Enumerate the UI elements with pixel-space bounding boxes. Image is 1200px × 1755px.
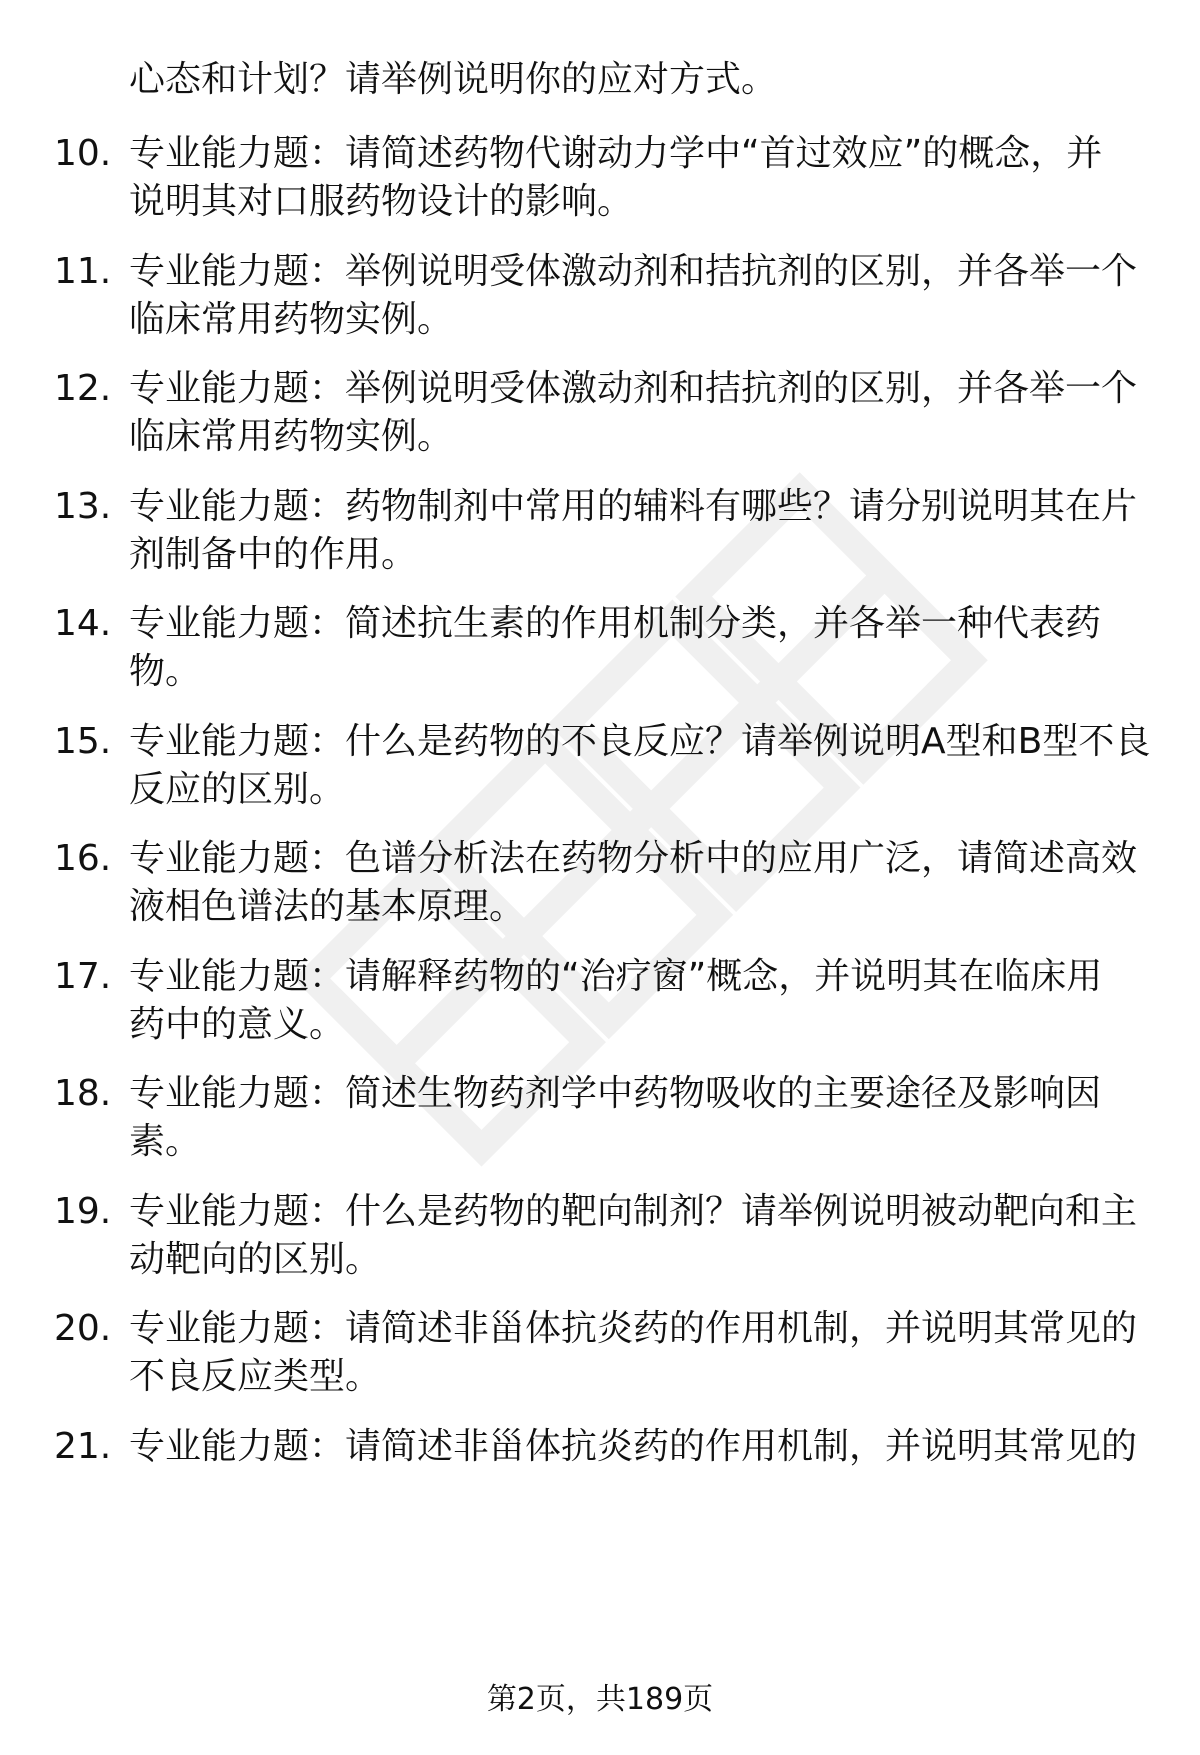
question-number: 11. (54, 251, 112, 292)
question-text-line: 液相色谱法的基本原理。 (129, 886, 526, 927)
question-text-line: 专业能力题：什么是药物的不良反应？请举例说明A型和B型不良 (129, 721, 1151, 762)
question-text (129, 953, 1169, 1049)
question-text-line: 说明其对口服药物设计的影响。 (129, 181, 634, 222)
question-number: 17. (54, 956, 112, 997)
question-number: 19. (54, 1191, 112, 1232)
question-text-line: 剂制备中的作用。 (129, 534, 418, 575)
question-text (129, 365, 1169, 461)
question-text (129, 600, 1169, 696)
question-text-line: 专业能力题：简述抗生素的作用机制分类，并各举一种代表药 (129, 603, 1102, 644)
question-text (129, 718, 1169, 814)
question-text-line: 专业能力题：请简述非甾体抗炎药的作用机制，并说明其常见的 (129, 1426, 1138, 1467)
question-text (129, 835, 1169, 931)
question-number: 16. (54, 838, 112, 879)
question-number: 12. (54, 368, 112, 409)
question-text-line: 不良反应类型。 (129, 1356, 382, 1397)
question-number: 10. (54, 133, 112, 174)
question-text-line: 反应的区别。 (129, 769, 346, 810)
page-footer: 第2页，共189页 (486, 1682, 714, 1717)
question-text-line: 专业能力题：举例说明受体激动剂和拮抗剂的区别，并各举一个 (129, 368, 1138, 409)
question-number: 14. (54, 603, 112, 644)
question-text-line: 专业能力题：请简述非甾体抗炎药的作用机制，并说明其常见的 (129, 1308, 1138, 1349)
question-text-line: 专业能力题：什么是药物的靶向制剂？请举例说明被动靶向和主 (129, 1191, 1138, 1232)
question-text (129, 1070, 1169, 1166)
question-text-line: 动靶向的区别。 (129, 1239, 382, 1280)
question-text-line: 临床常用药物实例。 (129, 299, 454, 340)
question-number: 15. (54, 721, 112, 762)
question-text-line: 临床常用药物实例。 (129, 416, 454, 457)
question-text-line: 物。 (129, 651, 202, 692)
question-text (129, 1305, 1169, 1401)
question-number: 13. (54, 486, 112, 527)
question-number: 21. (54, 1426, 112, 1467)
question-text-line: 素。 (129, 1121, 202, 1162)
question-number: 18. (54, 1073, 112, 1114)
question-text-line: 专业能力题：药物制剂中常用的辅料有哪些？请分别说明其在片 (129, 486, 1138, 527)
question-number: 20. (54, 1308, 112, 1349)
question-text (129, 130, 1169, 226)
question-text-line: 专业能力题：简述生物药剂学中药物吸收的主要途径及影响因 (129, 1073, 1102, 1114)
question-text (129, 248, 1169, 344)
question-text-line: 专业能力题：请解释药物的“治疗窗”概念，并说明其在临床用 (129, 956, 1103, 997)
question-text-line: 专业能力题：请简述药物代谢动力学中“首过效应”的概念，并 (129, 133, 1103, 174)
question-text (129, 1188, 1169, 1284)
continued-question-text: 心态和计划？请举例说明你的应对方式。 (129, 59, 778, 100)
question-text-line: 药中的意义。 (129, 1004, 346, 1045)
question-text (129, 483, 1169, 579)
question-text (129, 1423, 1169, 1471)
question-text-line: 专业能力题：色谱分析法在药物分析中的应用广泛，请简述高效 (129, 838, 1138, 879)
question-text-line: 专业能力题：举例说明受体激动剂和拮抗剂的区别，并各举一个 (129, 251, 1138, 292)
